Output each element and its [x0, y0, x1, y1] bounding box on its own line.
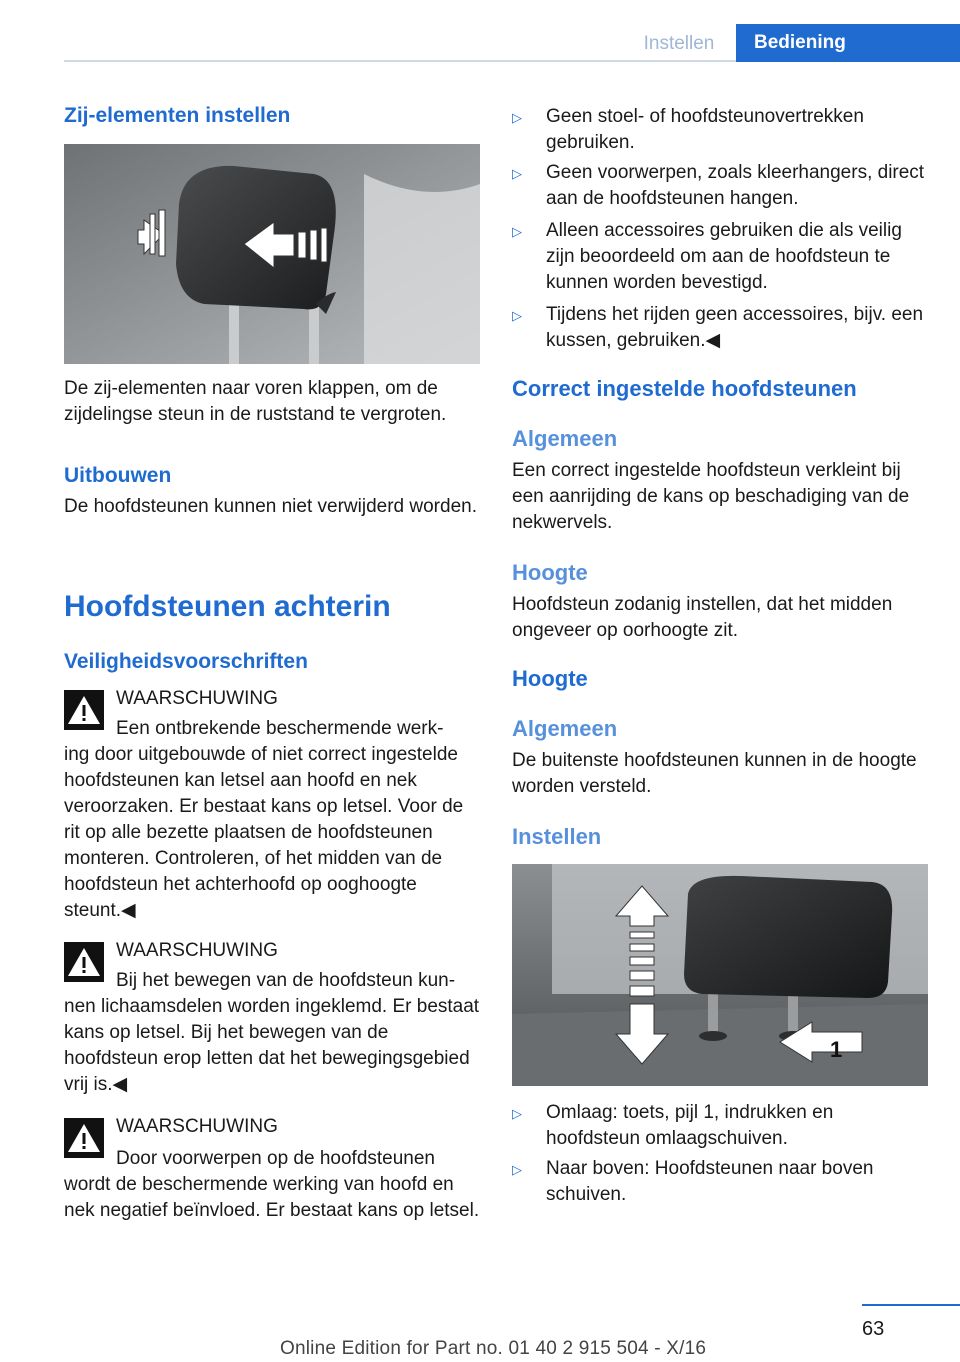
list-item: Geen voorwerpen, zoals kleerhangers, direct aan de hoofdsteunen hangen.	[546, 162, 925, 209]
headrest-height-illustration	[512, 864, 928, 1086]
list-item: Tijdens het rijden geen accessoires, bijv. een kussen, gebruiken.◀	[546, 304, 924, 351]
uitbouwen-text: De hoofdsteunen kunnen niet verwijderd worden.	[64, 496, 477, 517]
list-item: Omlaag: toets, pijl 1, indrukken en hoofdsteun omlaagschuiven.	[546, 1102, 834, 1149]
warning-triangle-icon	[64, 942, 104, 982]
headrest-height-photo	[512, 864, 928, 1086]
warning-label: WAARSCHUWING	[116, 1116, 278, 1137]
hoogte-heading: Hoogte	[512, 560, 588, 585]
headrest-side-illustration	[64, 144, 480, 364]
triangle-bullet-icon: ▷	[512, 308, 522, 323]
warning-text-first-line: Bij het bewegen van de hoofdsteun kun-	[116, 970, 456, 991]
warning-label: WAARSCHUWING	[116, 688, 278, 709]
algemeen-heading: Algemeen	[512, 716, 618, 741]
correct-ingestelde-heading: Correct ingestelde hoofdsteunen	[512, 376, 857, 401]
triangle-bullet-icon: ▷	[512, 1162, 522, 1177]
warning-triangle-icon	[64, 690, 104, 730]
veiligheidsvoorschriften-heading: Veiligheidsvoorschriften	[64, 650, 308, 673]
edition-footer: Online Edition for Part no. 01 40 2 915 504 - X/16	[280, 1338, 707, 1359]
zij-elementen-heading: Zij-elementen instellen	[64, 104, 291, 127]
header-chapter-tab: Bediening	[736, 24, 960, 62]
list-item: Geen stoel- of hoofdsteunovertrekken gebruiken.	[546, 106, 864, 153]
photo-callout-number: 1	[830, 1037, 843, 1062]
warning-text: ing door uitgebouwde of niet correct ingestelde hoofdsteunen kan letsel aan hoofd en nek veroorzaken. Er bestaat kans op letsel. Voor de rit op alle bezette plaatsen de hoofdsteunen monteren. Controleren, of het midden van de hoofdsteun het achterhoofd op ooghoogte steunt.◀	[64, 744, 464, 921]
uitbouwen-heading: Uitbouwen	[64, 464, 172, 487]
header-section-tab: Instellen	[643, 33, 715, 54]
hoogte-heading: Hoogte	[512, 666, 588, 691]
warning-text: nen lichaamsdelen worden ingeklemd. Er bestaat kans op letsel. Bij het bewegen van de hoofdsteun erop letten dat het bewegingsgebied vrij is.◀	[64, 996, 480, 1095]
triangle-bullet-icon: ▷	[512, 224, 522, 239]
instellen-heading: Instellen	[512, 824, 602, 849]
triangle-bullet-icon: ▷	[512, 110, 522, 125]
list-item: Alleen accessoires gebruiken die als veilig zijn beoordeeld om aan de hoofdsteun te kunnen worden bevestigd.	[546, 220, 902, 293]
triangle-bullet-icon: ▷	[512, 166, 522, 181]
page-number: 63	[862, 1318, 885, 1340]
algemeen-heading: Algemeen	[512, 426, 618, 451]
algemeen-text: De buitenste hoofdsteunen kunnen in de hoogte worden versteld.	[512, 750, 917, 797]
list-item: Naar boven: Hoofdsteunen naar boven schuiven.	[546, 1158, 874, 1205]
warning-text-first-line: Door voorwerpen op de hoofdsteunen	[116, 1148, 436, 1169]
warning-label: WAARSCHUWING	[116, 940, 278, 961]
warning-triangle-icon	[64, 1118, 104, 1158]
algemeen-text: Een correct ingestelde hoofdsteun verkleint bij een aanrijding de kans op beschadiging van de nekwervels.	[512, 460, 910, 533]
hoofdsteunen-achterin-heading: Hoofdsteunen achterin	[64, 590, 391, 623]
warning-text-first-line: Een ontbrekende beschermende werk-	[116, 718, 444, 739]
footer-rule	[862, 1304, 960, 1306]
zij-elementen-text: De zij-elementen naar voren klappen, om de zijdelingse steun in de ruststand te vergroten.	[64, 378, 447, 425]
warning-text: wordt de beschermende werking van hoofd en nek negatief beïnvloed. Er bestaat kans op letsel.	[64, 1174, 480, 1221]
hoogte-text: Hoofdsteun zodanig instellen, dat het midden ongeveer op oorhoogte zit.	[512, 594, 893, 641]
triangle-bullet-icon: ▷	[512, 1106, 522, 1121]
headrest-side-photo	[64, 144, 480, 364]
